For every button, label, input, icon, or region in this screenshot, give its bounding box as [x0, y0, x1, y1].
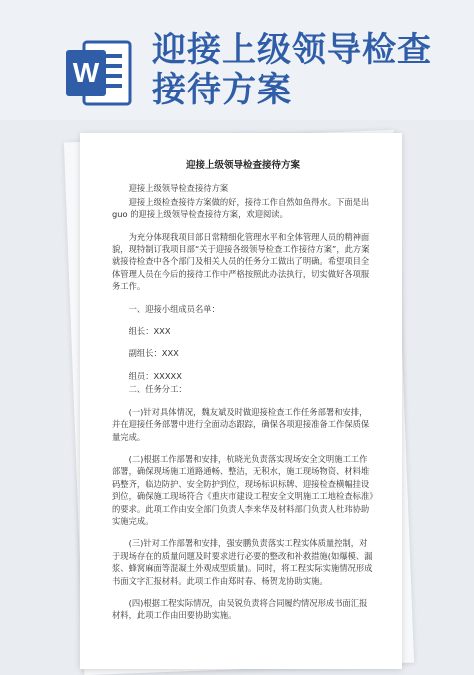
document-paragraph: 迎接上级检查接待方案做的好，接待工作自然如鱼得水。下面是出 guo 的迎接上级领导检查接待方案，欢迎阅读。 — [112, 196, 370, 220]
document-paragraph: 迎接上级领导检查接待方案 — [128, 183, 229, 194]
document-body — [112, 160, 374, 632]
document-paragraph: 为充分体现我项目部日常精细化管理水平和全体管理人员的精神面貌，现特制订我项目部“关于迎接各级领导检查工作接待方案”，此方案就接待检查中各个部门及相关人员的任务分工做出了明确。希望项目全体管理人员在今后的接待工作中严格按照此办法执行，切实做好各项服务工作。 — [112, 231, 370, 292]
document-paragraph: (三)针对工作部署和安排，强安鹏负责落实工程实体质量控制，对于现场存在的质量问题及时要求进行必要的整改和补救措施(如爆模、漏浆、蜂窝麻面等混凝土外观成型质量)。同时，将工程实际实施情况形成书面文字汇报材料。此项工作由郑时春、杨贺龙协助实施。 — [112, 538, 373, 586]
document-title: 迎接上级领导检查接待方案 — [185, 160, 300, 171]
document-paragraph: (二)根据工作部署和安排，杭晓光负责落实现场安全文明施工工作部署，确保现场施工道路通畅、整洁，无积水，施工现场物资、材料堆码整齐，临边防护、安全防护到位，现场标识标牌、迎接检查横幅挂设到位，确保施工现场符合《重庆市建设工程安全文明施工工地检查标准》的要求。此项工作由安全部门负责人李来华及材料部门负责人杜玮协助实施完成。 — [112, 453, 374, 526]
banner-title: 迎接上级领导检查接待方案 — [152, 30, 432, 110]
document-paragraph: 一、迎接小组成员名单： — [128, 303, 220, 314]
document-paragraph: 副组长：XXX — [128, 348, 179, 359]
document-paragraph: (四)根据工程实际情况，由吴锐负责将合同履约情况形成书面汇报材料，此项工作由田要协助实施。 — [112, 597, 368, 621]
document-paragraph: 二、任务分工： — [128, 384, 187, 395]
banner — [0, 0, 474, 120]
word-document-icon — [62, 36, 136, 110]
document-paragraph: 组长：XXX — [128, 326, 171, 337]
document-paragraph: 组员：XXXXX — [128, 370, 182, 381]
svg-text:W: W — [72, 57, 100, 88]
document-paragraph: (一)针对具体情况，魏友斌及时做迎接检查工作任务部署和安排，并在迎接任务部署中进行全面动态跟踪，确保各项迎接准备工作保质保量完成。 — [112, 406, 370, 442]
document-paragraphs — [112, 182, 374, 621]
